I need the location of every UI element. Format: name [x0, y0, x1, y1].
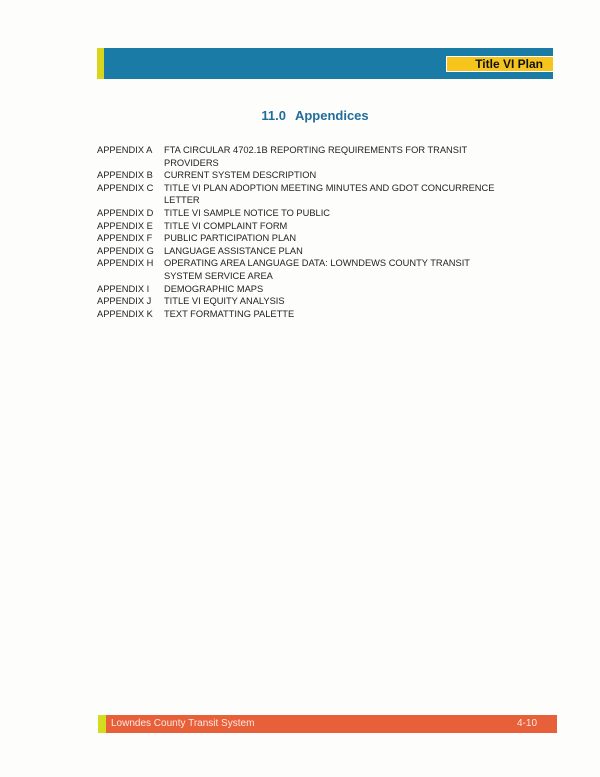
appendix-title: TITLE VI SAMPLE NOTICE TO PUBLIC [164, 207, 331, 218]
appendix-label: APPENDIX B [97, 170, 153, 181]
appendix-label: APPENDIX K [97, 308, 153, 319]
appendix-row [97, 308, 504, 321]
section-title: Appendices [294, 108, 369, 123]
appendix-row [97, 295, 504, 308]
appendix-row [97, 144, 504, 169]
appendix-row [97, 182, 504, 207]
appendix-title: TITLE VI COMPLAINT FORM [164, 220, 288, 231]
appendix-title: DEMOGRAPHIC MAPS [164, 283, 264, 294]
appendix-label: APPENDIX A [97, 145, 153, 155]
appendix-title: LANGUAGE ASSISTANCE PLAN [164, 245, 303, 256]
appendix-label: APPENDIX I [97, 283, 150, 294]
appendix-row [97, 169, 504, 182]
footer-accent-strip [98, 715, 106, 733]
appendix-label: APPENDIX J [97, 296, 152, 307]
page-number: 4-10 [516, 718, 537, 729]
appendix-title: FTA CIRCULAR 4702.1B REPORTING REQUIREMENTS FOR TRANSIT PROVIDERS [164, 145, 468, 168]
appendix-label: APPENDIX E [97, 220, 153, 231]
appendix-label: APPENDIX H [97, 258, 154, 269]
appendix-label: APPENDIX G [97, 245, 154, 256]
appendix-title: TEXT FORMATTING PALETTE [164, 308, 295, 319]
appendix-title: TITLE VI EQUITY ANALYSIS [164, 296, 285, 307]
appendix-row [97, 245, 504, 258]
appendix-row [97, 283, 504, 296]
header-banner [97, 48, 553, 79]
appendix-row [97, 220, 504, 233]
appendix-row [97, 207, 504, 220]
section-heading [0, 108, 600, 123]
footer-organization: Lowndes County Transit System [111, 718, 255, 729]
header-title: Title VI Plan [446, 56, 553, 72]
appendix-title: OPERATING AREA LANGUAGE DATA: LOWNDEWS COUNTY TRANSIT SYSTEM SERVICE AREA [164, 258, 470, 281]
header-accent-strip [97, 48, 104, 79]
appendix-title: CURRENT SYSTEM DESCRIPTION [164, 170, 317, 181]
appendix-label: APPENDIX F [97, 233, 153, 244]
appendix-label: APPENDIX D [97, 207, 154, 218]
appendix-label: APPENDIX C [97, 182, 154, 193]
section-number: 11.0 [261, 108, 286, 123]
appendix-row [97, 232, 504, 245]
appendix-title: PUBLIC PARTICIPATION PLAN [164, 233, 297, 244]
appendix-list [97, 144, 504, 320]
appendix-row [97, 257, 504, 282]
appendix-title: TITLE VI PLAN ADOPTION MEETING MINUTES AND GDOT CONCURRENCE LETTER [164, 182, 495, 206]
footer-banner [98, 715, 557, 733]
